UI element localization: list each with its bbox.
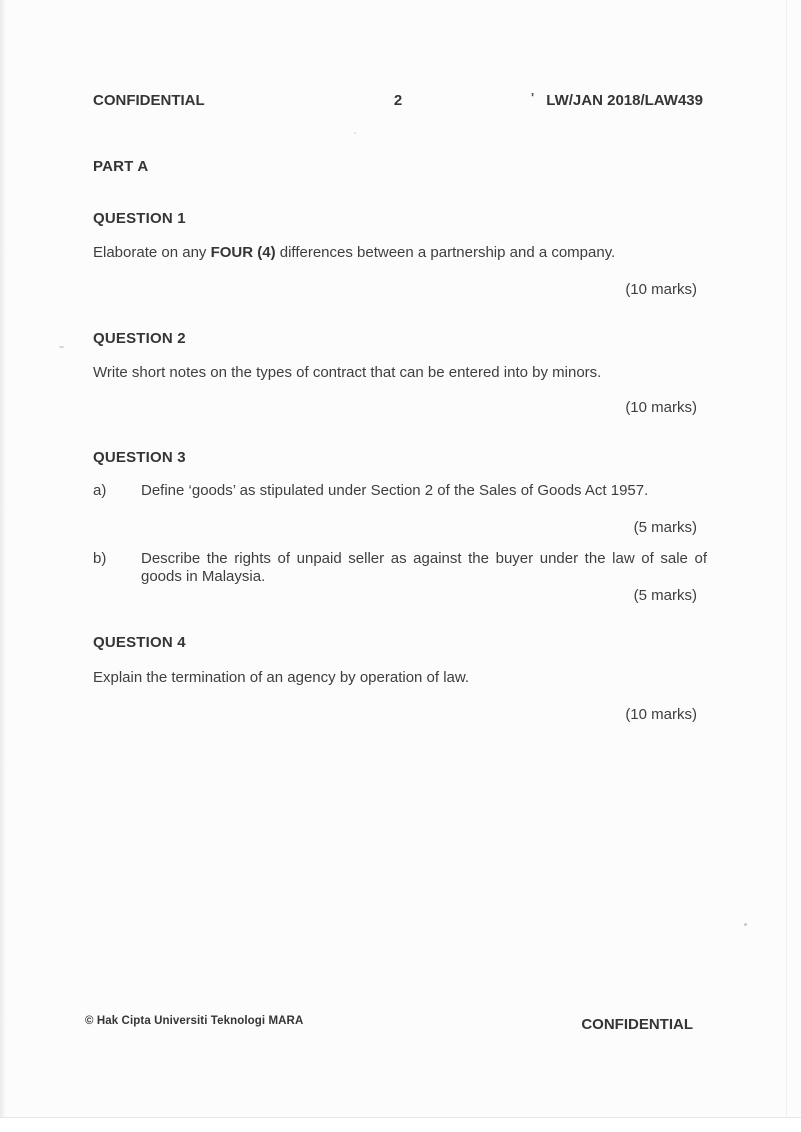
page-edge-left [0, 0, 6, 1118]
question-4-heading: QUESTION 4 [93, 634, 186, 651]
question-3a-label: a) [93, 482, 107, 499]
question-2-text: Write short notes on the types of contract that can be entered into by minors. [93, 364, 602, 381]
scan-stray-tick: ' [531, 90, 535, 105]
question-1-text [93, 244, 707, 262]
page-edge-right [786, 0, 787, 1118]
question-1-text-suffix: differences between a partnership and a company. [275, 244, 616, 261]
header-confidential-label: CONFIDENTIAL [93, 92, 205, 109]
scan-speck [744, 923, 747, 926]
question-1-text-prefix: Elaborate on any [93, 244, 211, 261]
question-2-marks: (10 marks) [625, 399, 697, 416]
question-3b-label: b) [93, 550, 107, 567]
question-3b-row [93, 550, 707, 586]
question-3-heading: QUESTION 3 [93, 449, 186, 466]
question-3b-text: Describe the rights of unpaid seller as against the buyer under the law of sale of goods in Malaysia. [141, 550, 707, 585]
part-a-heading: PART A [93, 158, 149, 175]
question-1-text-bold: FOUR (4) [210, 244, 276, 261]
scan-speck [59, 346, 64, 348]
question-1-heading: QUESTION 1 [93, 210, 186, 227]
footer-copyright: © Hak Cipta Universiti Teknologi MARA [85, 1015, 304, 1027]
question-3a-text: Define ‘goods’ as stipulated under Section 2 of the Sales of Goods Act 1957. [141, 482, 649, 499]
page-number: 2 [393, 92, 403, 109]
scan-speck [354, 132, 356, 134]
question-2-heading: QUESTION 2 [93, 330, 186, 347]
footer-confidential-label: CONFIDENTIAL [581, 1016, 693, 1033]
header-paper-code: LW/JAN 2018/LAW439 [546, 92, 703, 109]
question-1-marks: (10 marks) [625, 281, 697, 298]
question-3a-row [93, 482, 707, 500]
question-4-marks: (10 marks) [625, 706, 697, 723]
page-edge-bottom [0, 1117, 801, 1118]
question-3b-marks: (5 marks) [633, 587, 697, 604]
question-4-text: Explain the termination of an agency by operation of law. [93, 669, 470, 686]
question-3a-marks: (5 marks) [633, 519, 697, 536]
